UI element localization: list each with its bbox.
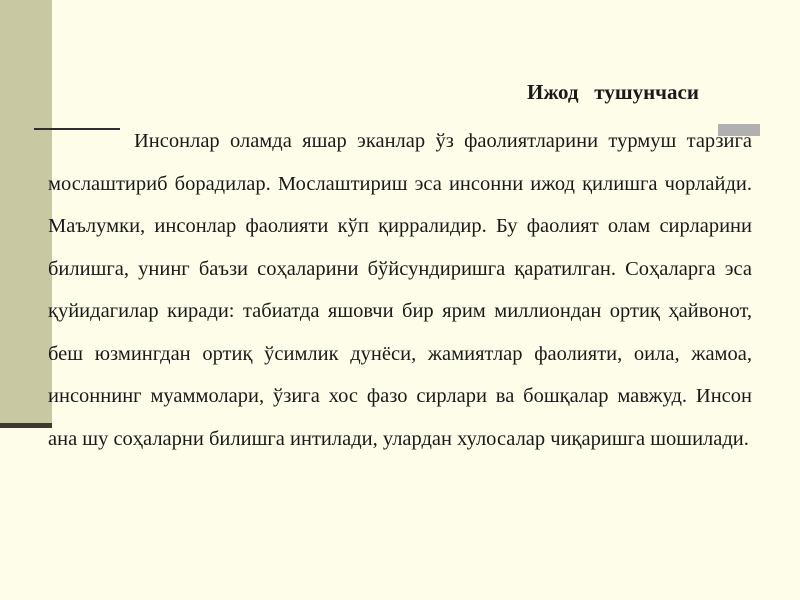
decorative-side-bar [0, 0, 52, 428]
decorative-side-bar-line [0, 423, 52, 428]
slide-title: Ижод тушунчаси [527, 80, 699, 104]
slide-body-paragraph: Инсонлар оламда яшар эканлар ўз фаолиятларини турмуш тарзига мослаштириб борадилар. Мослаштириш эса инсонни ижод қилишга чорлайди. Маълумки, инсонлар фаолияти кўп қирралидир. Бу фаолият олам сирларини билишга, унинг баъзи соҳаларини бўйсундиришга қаратилган. Соҳаларга эса қуйидагилар киради: табиатда яшовчи бир ярим миллиондан ортиқ ҳайвонот, беш юзмингдан ортиқ ўсимлик дунёси, жамиятлар фаолияти, оила, жамоа, инсоннинг муаммолари, ўзига хос фазо сирлари ва бошқалар мавжуд. Инсон ана шу соҳаларни билишга интилади, улардан хулосалар чиқаришга шошилади. [48, 130, 752, 450]
